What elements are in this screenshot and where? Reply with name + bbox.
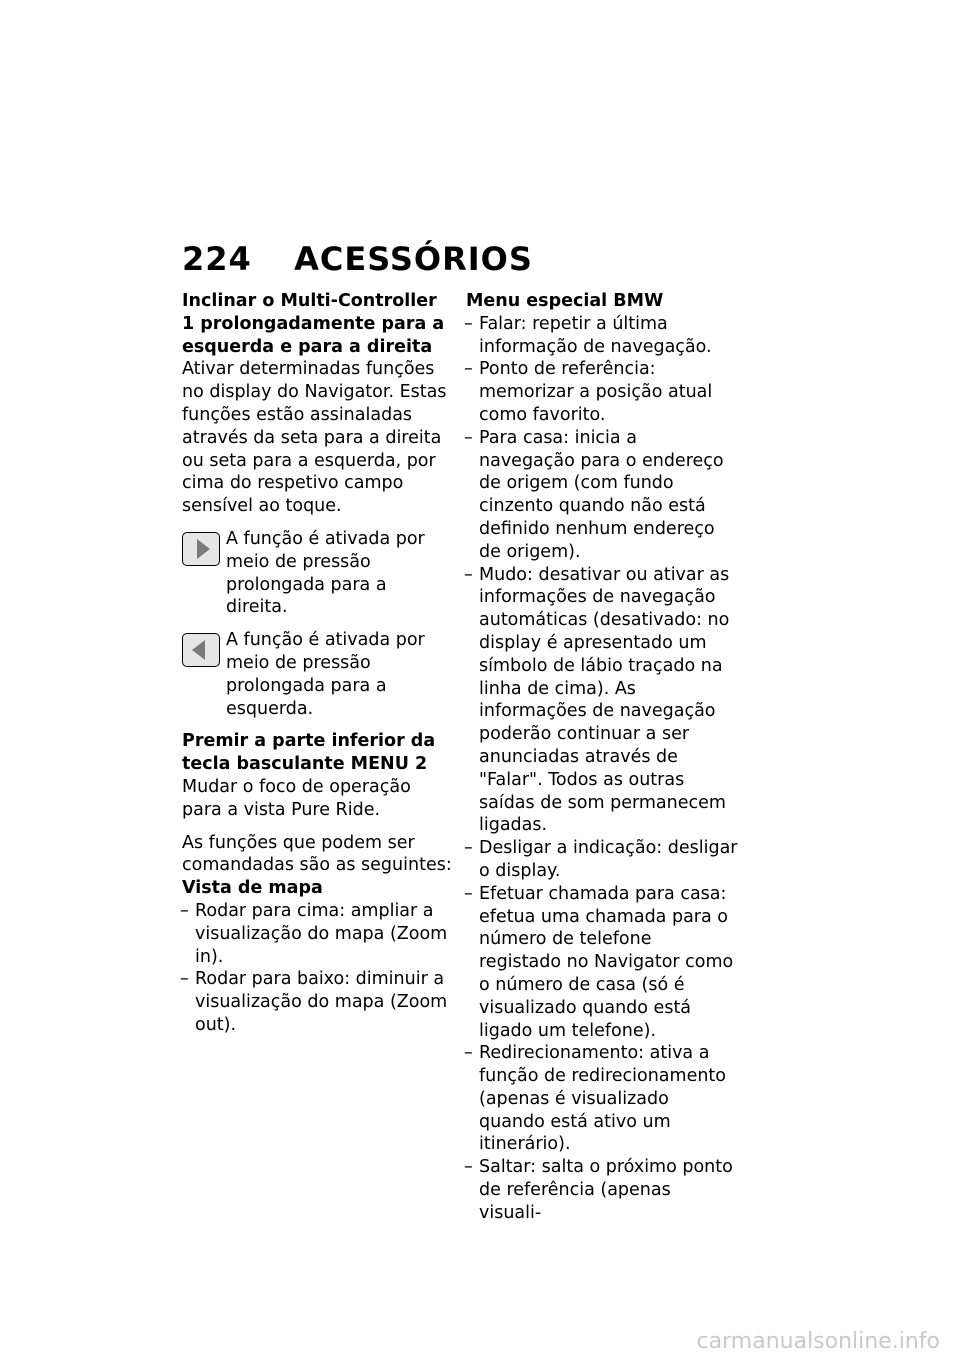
- arrow-left-icon: [182, 633, 220, 667]
- page-header: [182, 240, 742, 278]
- list-item: – Ponto de referência: memorizar a posição atual como favorito.: [466, 358, 738, 426]
- map-list: [182, 900, 452, 1037]
- heading-premir: Premir a parte inferior da tecla basculante MENU 2: [182, 731, 436, 775]
- heading-vista-mapa: Vista de mapa: [182, 878, 323, 899]
- list-item: – Rodar para baixo: diminuir a visualização do mapa (Zoom out).: [182, 968, 452, 1036]
- list-item: – Falar: repetir a última informação de navegação.: [466, 313, 738, 359]
- paragraph-funcoes: As funções que podem ser comandadas são as seguintes:: [182, 832, 452, 876]
- list-item: – Desligar a indicação: desligar o display.: [466, 837, 738, 883]
- list-item: – Redirecionamento: ativa a função de redirecionamento (apenas é visualizado quando está ativo um itinerário).: [466, 1042, 738, 1156]
- list-item: – Mudo: desativar ou ativar as informações de navegação automáticas (desativado: no display é apresentado um símbolo de lábio traçado na linha de cima). As informações de navegação poderão continuar a ser anunciadas através de "Falar". Todos as outras saídas de som permanecem ligadas.: [466, 564, 738, 838]
- section-title: ACESSÓRIOS: [294, 240, 533, 278]
- icon-note-right: [182, 528, 452, 619]
- heading-menu-especial: Menu especial BMW: [466, 291, 664, 311]
- list-item: – Saltar: salta o próximo ponto de referência (apenas visuali-: [466, 1156, 738, 1224]
- right-column: [466, 290, 738, 1225]
- page-number: 224: [182, 240, 252, 278]
- icon-right-text: A função é ativada por meio de pressão prolongada para a direita.: [226, 528, 425, 618]
- watermark: carmanualsonline.info: [696, 1329, 940, 1354]
- list-item: – Rodar para cima: ampliar a visualização do mapa (Zoom in).: [182, 900, 452, 968]
- icon-left-text: A função é ativada por meio de pressão prolongada para a esquerda.: [226, 630, 425, 719]
- left-column: [182, 290, 452, 1037]
- paragraph-ativar: Ativar determinadas funções no display do Navigator. Estas funções estão assinaladas através da seta para a direita ou seta para a esquerda, por cima do respetivo campo sensível ao toque.: [182, 359, 447, 517]
- list-item: – Para casa: inicia a navegação para o endereço de origem (com fundo cinzento quando não está definido nenhum endereço de origem).: [466, 427, 738, 564]
- list-item: – Efetuar chamada para casa: efetua uma chamada para o número de telefone registado no Navigator como o número de casa (só é visualizado quando está ligado um telefone).: [466, 883, 738, 1043]
- heading-inclinar: Inclinar o Multi-Controller 1 prolongadamente para a esquerda e para a direita: [182, 291, 445, 357]
- menu-list: [466, 313, 738, 1225]
- paragraph-mudar: Mudar o foco de operação para a vista Pure Ride.: [182, 776, 411, 820]
- arrow-right-icon: [182, 532, 220, 566]
- icon-note-left: [182, 629, 452, 720]
